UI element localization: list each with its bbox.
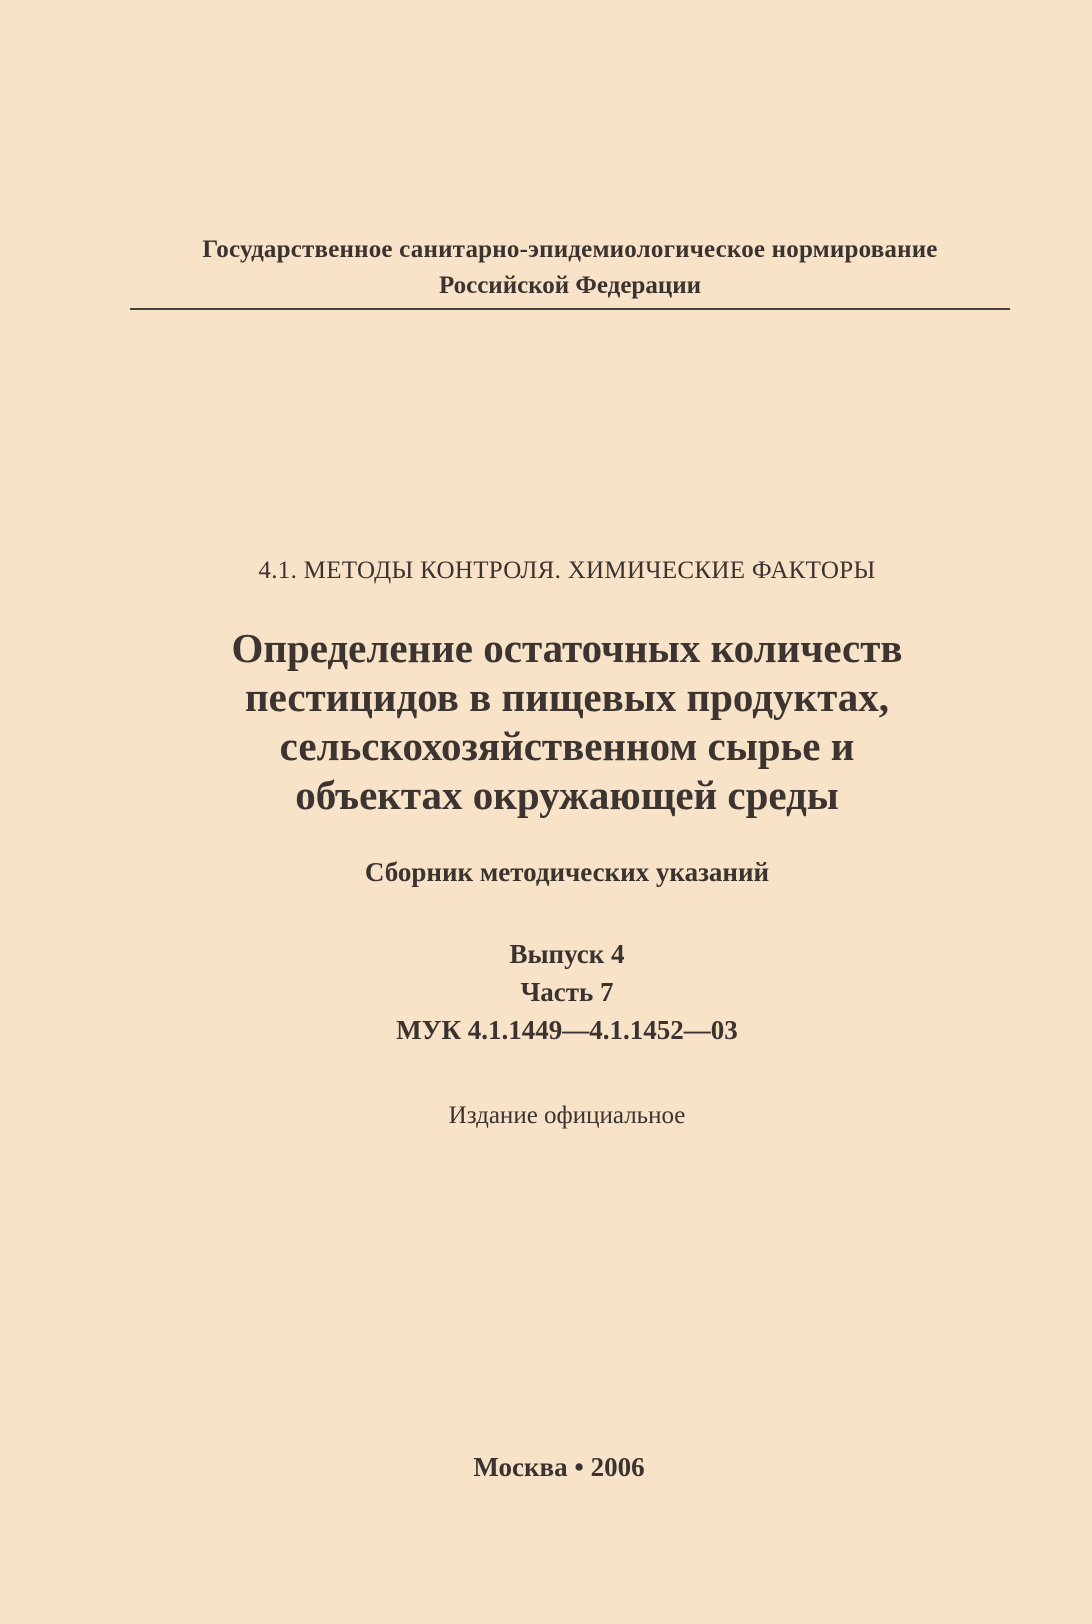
document-title xyxy=(0,624,1092,820)
issue-info xyxy=(0,935,1092,1049)
header-country: Российской Федерации xyxy=(438,272,702,299)
title-line: сельскохозяйственном сырье и xyxy=(279,723,855,769)
issue-volume: Выпуск 4 xyxy=(509,939,625,969)
title-line: Определение остаточных количеств xyxy=(231,625,903,671)
title-line: пестицидов в пищевых продуктах, xyxy=(245,674,889,720)
title-line: объектах окружающей среды xyxy=(295,772,839,818)
header-organization: Государственное санитарно-эпидемиологическое нормирование xyxy=(202,236,938,263)
document-subtitle: Сборник методических указаний xyxy=(364,857,770,887)
issue-part: Часть 7 xyxy=(520,977,614,1007)
edition-note: Издание официальное xyxy=(448,1102,686,1129)
imprint: Москва • 2006 xyxy=(473,1452,645,1482)
section-heading: 4.1. МЕТОДЫ КОНТРОЛЯ. ХИМИЧЕСКИЕ ФАКТОРЫ xyxy=(258,557,876,584)
issue-code: МУК 4.1.1449—4.1.1452—03 xyxy=(396,1015,738,1045)
header-divider xyxy=(130,308,1010,310)
